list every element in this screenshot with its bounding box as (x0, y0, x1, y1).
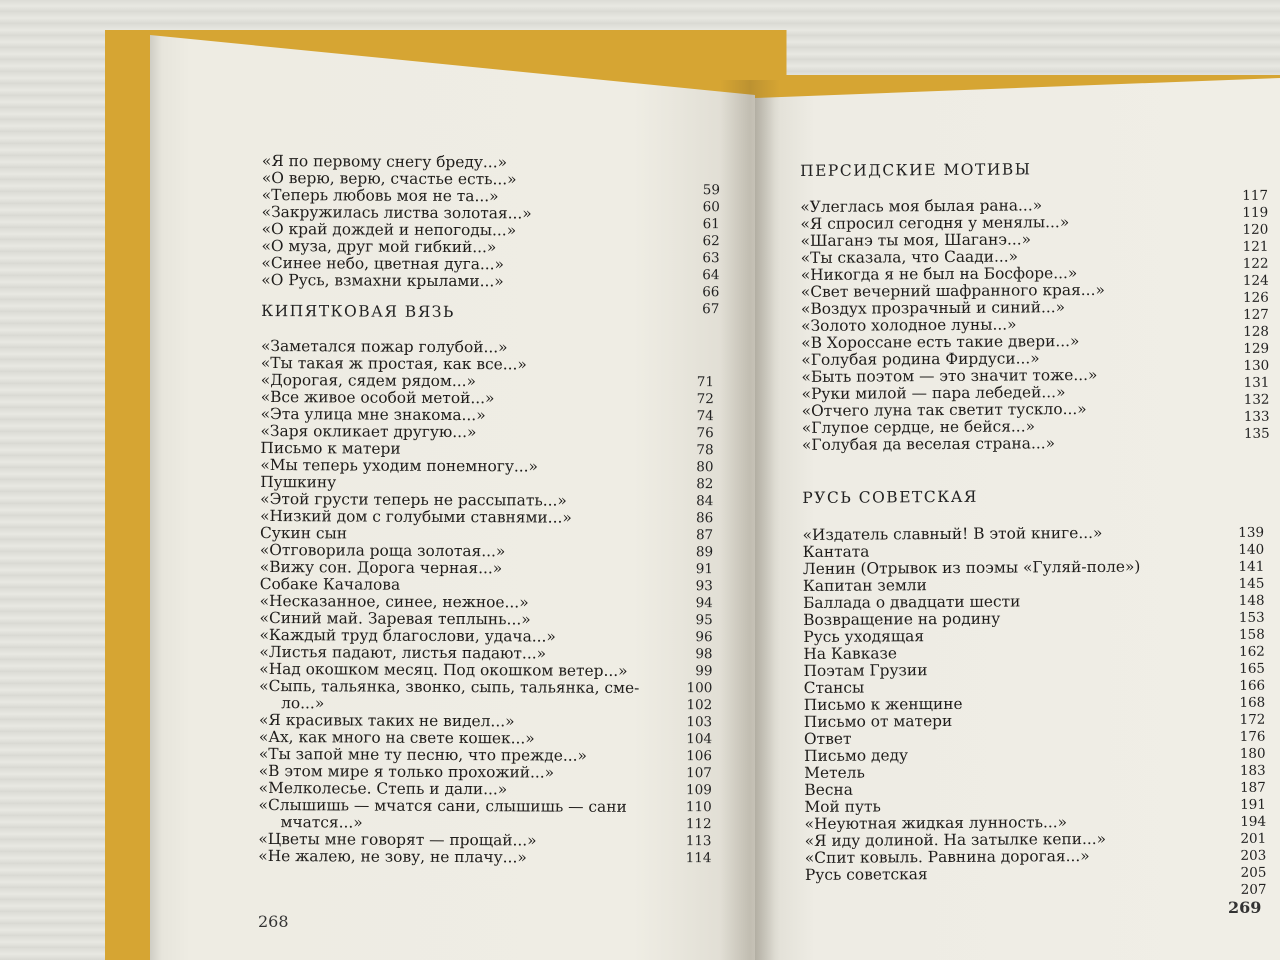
page-number: 63 (702, 250, 720, 267)
page-number: 106 (686, 748, 713, 765)
toc-entry: «Цветы мне говорят — прощай...» (258, 829, 537, 850)
page-number: 96 (695, 629, 713, 646)
page-number: 187 (1239, 779, 1266, 796)
page-number: 107 (686, 765, 712, 782)
page-number: 153 (1238, 609, 1265, 626)
page-number: 76 (696, 425, 714, 442)
page-number: 109 (685, 782, 712, 799)
left-intro-page-numbers (679, 182, 720, 318)
page-number: 112 (685, 816, 712, 833)
page-number: 166 (1239, 677, 1266, 694)
left-section-page-numbers (669, 374, 714, 867)
page-number: 158 (1238, 626, 1265, 643)
page-number: 72 (696, 391, 714, 408)
toc-entry: «Отчего луна так светит тускло...» (801, 400, 1087, 420)
toc-entry: «О Русь, взмахни крылами...» (261, 270, 504, 291)
page-number: 117 (1242, 187, 1269, 204)
page-number: 100 (686, 680, 713, 697)
toc-entry: Метель (804, 763, 865, 782)
page-number: 110 (685, 799, 712, 816)
toc-entry: «Не жалею, не зову, не плачу...» (258, 846, 527, 867)
page-number: 207 (1240, 881, 1267, 898)
toc-entry: «Ты запой мне ту песню, что прежде...» (258, 744, 587, 765)
toc-entry: «Шаганэ ты моя, Шаганэ...» (800, 230, 1032, 250)
page-number: 61 (702, 216, 720, 233)
toc-entry: «Эта улица мне знакома...» (260, 404, 486, 425)
page-number: 80 (696, 459, 714, 476)
toc-entry: «О муза, друг мой гибкий...» (261, 236, 497, 257)
toc-entry: Письмо к женщине (803, 694, 963, 714)
toc-entry: «Каждый труд благослови, удача...» (259, 625, 556, 646)
toc-entry: Письмо к матери (260, 438, 401, 458)
page-number: 84 (696, 493, 714, 510)
toc-entry: Кантата (802, 542, 870, 561)
page-number: 89 (695, 544, 714, 561)
toc-entry: «Несказанное, синее, нежное...» (259, 591, 529, 612)
page-number: 64 (702, 267, 720, 284)
right-toc-titles (800, 161, 1143, 884)
page-number: 124 (1242, 272, 1269, 289)
page-number: 133 (1243, 408, 1270, 425)
toc-entry: «Заря окликает другую...» (260, 421, 477, 442)
left-folio: 268 (258, 912, 289, 931)
page-number: 82 (696, 476, 714, 493)
toc-entry: «Над окошком месяц. Под окошком ветер...» (259, 659, 628, 680)
toc-entry: Капитан земли (802, 576, 927, 595)
toc-entry: «Отговорила роща золотая...» (259, 540, 506, 561)
page-number: 94 (695, 595, 713, 612)
page-number: 130 (1243, 357, 1270, 374)
toc-entry: Возвращение на родину (803, 609, 1001, 629)
page-number: 128 (1243, 323, 1270, 340)
page-number: 162 (1239, 643, 1265, 660)
toc-entry: «Быть поэтом — это значит тоже...» (801, 365, 1098, 386)
page-number: 180 (1239, 745, 1266, 762)
toc-entry: «Голубая да веселая страна...» (801, 434, 1056, 454)
toc-entry: «Низкий дом с голубыми ставнями...» (260, 506, 572, 527)
page-number: 194 (1240, 813, 1267, 830)
page-number: 201 (1240, 830, 1267, 847)
book-gutter (720, 80, 780, 960)
toc-entry: Поэтам Грузии (803, 661, 928, 680)
page-number: 99 (695, 663, 713, 680)
toc-entry: «Свет вечерний шафранного края...» (800, 280, 1105, 301)
toc-entry: «Руки милой — пара лебедей...» (801, 383, 1066, 403)
page-number: 66 (702, 284, 720, 301)
page-number: 60 (702, 199, 720, 216)
left-toc-titles (258, 153, 642, 867)
page-number: 127 (1243, 306, 1269, 323)
toc-entry: «Сыпь, тальянка, звонко, сыпь, тальянка, сме- (259, 676, 640, 697)
toc-entry: «Листья падают, листья падают...» (259, 642, 547, 663)
right-section1-page-numbers (1228, 188, 1270, 443)
page-number: 114 (685, 850, 712, 867)
toc-entry: «Мы теперь уходим понемногу...» (260, 455, 539, 476)
toc-entry: Русь уходящая (803, 627, 925, 646)
toc-entry: Ленин (Отрывок из поэмы «Гуляй-поле») (802, 557, 1141, 578)
page-number: 145 (1238, 575, 1265, 592)
right-folio: 269 (1228, 898, 1262, 917)
toc-entry: «Мелколесье. Степь и дали...» (258, 778, 508, 799)
page-number: 104 (686, 731, 713, 748)
page-number: 176 (1239, 728, 1266, 745)
toc-entry: «В Хороссане есть такие двери...» (801, 332, 1080, 352)
toc-entry: «Синий май. Заревая теплынь...» (259, 608, 531, 629)
toc-entry: «О край дождей и непогоды...» (261, 219, 517, 240)
toc-entry: «Все живое особой метой...» (260, 387, 495, 408)
page-number: 132 (1243, 391, 1270, 408)
toc-entry: «Я иду долиной. На затылке кепи...» (804, 829, 1107, 850)
page-number: 71 (696, 374, 714, 391)
page-number: 139 (1238, 524, 1265, 541)
toc-entry: «Неуютная жидкая лунность...» (804, 813, 1068, 833)
page-number: 95 (695, 612, 713, 629)
page-number: 93 (695, 578, 713, 595)
toc-entry: Ответ (803, 729, 852, 748)
toc-entry: «Я по первому снегу бреду...» (261, 152, 508, 172)
page-number: 74 (696, 408, 714, 425)
toc-entry: «Вижу сон. Дорога черная...» (259, 557, 503, 578)
page-number: 141 (1238, 558, 1265, 575)
page-number: 131 (1243, 374, 1270, 391)
toc-entry-continuation: ло...» (281, 694, 325, 713)
page-number: 102 (686, 697, 713, 714)
page-number: 120 (1242, 221, 1269, 238)
toc-entry: «Улеглась моя былая рана...» (800, 196, 1043, 216)
toc-entry: «Никогда я не был на Босфоре...» (800, 264, 1078, 284)
page-number: 91 (695, 561, 714, 578)
toc-entry: Весна (804, 780, 853, 799)
page-number: 135 (1243, 425, 1270, 442)
page-number: 103 (686, 714, 713, 731)
toc-entry: Сукин сын (259, 523, 348, 543)
toc-entry: «Ты сказала, что Саади...» (800, 247, 1019, 267)
page-number: 98 (695, 646, 713, 663)
page-number: 86 (696, 510, 714, 527)
toc-entry: Стансы (803, 678, 865, 697)
page-number: 126 (1242, 289, 1269, 306)
page-number: 113 (685, 833, 712, 850)
page-number: 172 (1239, 711, 1266, 728)
toc-entry: Баллада о двадцати шести (803, 592, 1021, 612)
page-number: 119 (1242, 204, 1269, 221)
page-number: 122 (1242, 255, 1269, 272)
page-number: 205 (1240, 864, 1267, 881)
page-number: 67 (702, 301, 720, 318)
toc-entry: «Закружилась листва золотая...» (261, 202, 532, 223)
toc-entry: «Дорогая, сядем рядом...» (260, 370, 477, 391)
page-number: 129 (1243, 340, 1270, 357)
toc-entry: Письмо от матери (803, 711, 953, 731)
toc-entry: «Воздух прозрачный и синий...» (800, 298, 1066, 318)
toc-entry: «О верю, верю, счастье есть...» (261, 168, 517, 189)
page-number: 140 (1238, 541, 1265, 558)
toc-entry: Письмо деду (804, 746, 909, 765)
page-number: 191 (1240, 796, 1267, 813)
section-heading: ПЕРСИДСКИЕ МОТИВЫ (799, 160, 1032, 180)
toc-entry: «В этом мире я только прохожий...» (258, 761, 555, 782)
page-number: 87 (695, 527, 714, 544)
toc-entry: «Я красивых таких не видел...» (258, 710, 515, 731)
toc-entry: «Издатель славный! В этой книге...» (802, 523, 1103, 544)
toc-entry: «Золото холодное луны...» (801, 315, 1017, 335)
toc-entry: «Ах, как много на свете кошек...» (258, 727, 535, 748)
toc-entry: «Этой грусти теперь не рассыпать...» (260, 489, 567, 510)
page-number: 78 (696, 442, 714, 459)
toc-entry: «Спит ковыль. Равнина дорогая...» (804, 846, 1090, 867)
toc-entry: «Голубая родина Фирдуси...» (801, 349, 1040, 369)
page-number: 203 (1240, 847, 1267, 864)
page-number: 183 (1239, 762, 1266, 779)
section-heading: РУСЬ СОВЕТСКАЯ (802, 487, 978, 507)
page-number: 148 (1238, 592, 1265, 609)
toc-entry: На Кавказе (803, 644, 898, 663)
page-number: 59 (702, 182, 720, 199)
toc-entry: «Синее небо, цветная дуга...» (261, 253, 505, 274)
toc-entry-continuation: мчатся...» (280, 813, 363, 832)
page-number: 168 (1239, 694, 1266, 711)
toc-entry: «Слышишь — мчатся сани, слышишь — сани (258, 795, 627, 816)
right-section2-page-numbers (1222, 525, 1267, 899)
toc-entry: Собаке Качалова (259, 574, 401, 594)
toc-entry: «Я спросил сегодня у менялы...» (800, 213, 1070, 233)
page-number: 62 (702, 233, 720, 250)
toc-entry: «Теперь любовь моя не та...» (261, 185, 499, 206)
section-heading: КИПЯТКОВАЯ ВЯЗЬ (261, 301, 455, 322)
toc-entry: «Ты такая ж простая, как все...» (260, 353, 527, 374)
toc-entry: Русь советская (804, 865, 928, 884)
toc-entry: «Глупое сердце, не бейся...» (801, 417, 1036, 437)
toc-entry: Мой путь (804, 797, 881, 816)
toc-entry: «Заметался пожар голубой...» (260, 336, 508, 357)
toc-entry: Пушкину (260, 472, 337, 492)
page-number: 165 (1239, 660, 1266, 677)
page-number: 121 (1242, 238, 1269, 255)
